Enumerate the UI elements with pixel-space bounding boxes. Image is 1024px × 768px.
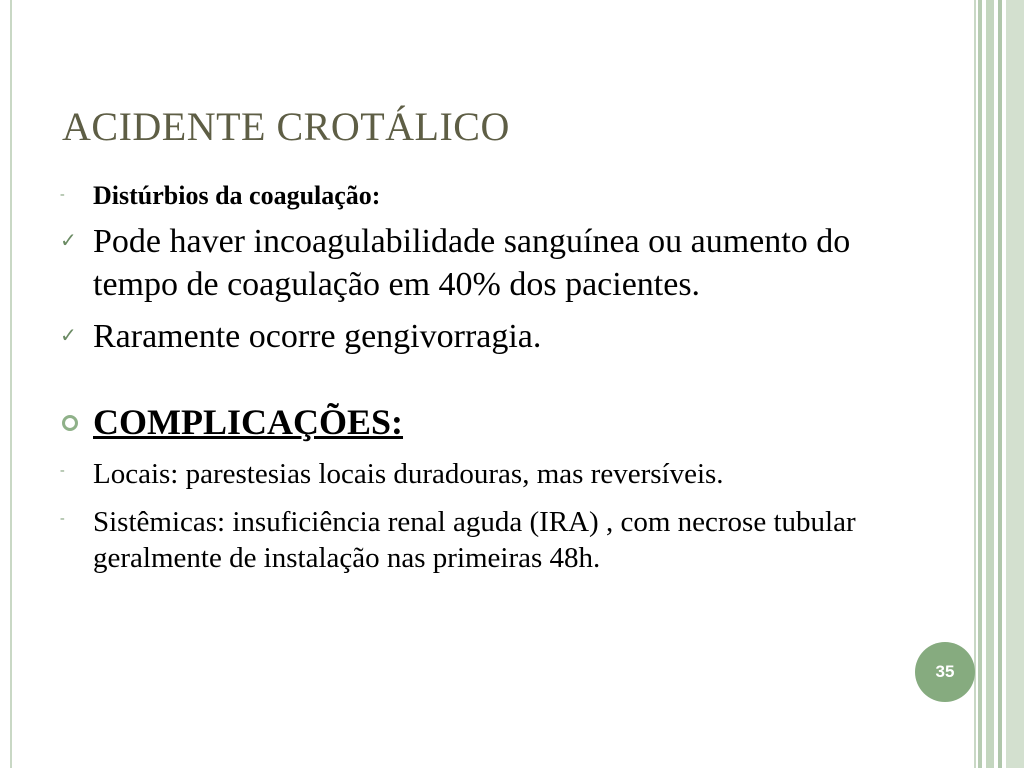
left-border-line — [10, 0, 12, 768]
bullet-item — [60, 316, 910, 359]
dash-bullet-icon: - — [60, 510, 65, 526]
dash-bullet-icon: - — [60, 462, 65, 478]
bullet-text: Raramente ocorre gengivorragia. — [93, 318, 542, 356]
bullet-text: Locais: parestesias locais duradouras, mas reversíveis. — [93, 457, 724, 490]
bullet-item — [60, 401, 910, 444]
right-border-stripes — [974, 0, 1024, 768]
border-stripe — [978, 0, 982, 768]
bullet-item — [60, 504, 910, 577]
bullet-text: Sistêmicas: insuficiência renal aguda (IRA) , com necrose tubular geralmente de instalação nas primeiras 48h. — [93, 506, 856, 575]
checkmark-icon: ✓ — [60, 230, 77, 253]
border-stripe — [986, 0, 994, 768]
border-stripe — [974, 0, 976, 768]
border-stripe — [1006, 0, 1024, 768]
circle-bullet-icon — [62, 415, 78, 431]
slide-title: ACIDENTE CROTÁLICO — [62, 104, 510, 149]
bullet-text: Pode haver incoagulabilidade sanguínea ou aumento do tempo de coagulação em 40% dos pacientes. — [93, 223, 851, 303]
bullet-item — [60, 221, 910, 306]
checkmark-icon: ✓ — [60, 325, 77, 348]
dash-bullet-icon: - — [60, 186, 65, 202]
bullet-item — [60, 456, 910, 492]
slide-content — [60, 180, 910, 577]
slide-number-badge: 35 — [915, 642, 975, 702]
bullet-item — [60, 180, 910, 211]
border-stripe — [998, 0, 1002, 768]
bullet-text: Distúrbios da coagulação: — [93, 181, 381, 210]
section-heading: COMPLICAÇÕES: — [93, 401, 404, 442]
